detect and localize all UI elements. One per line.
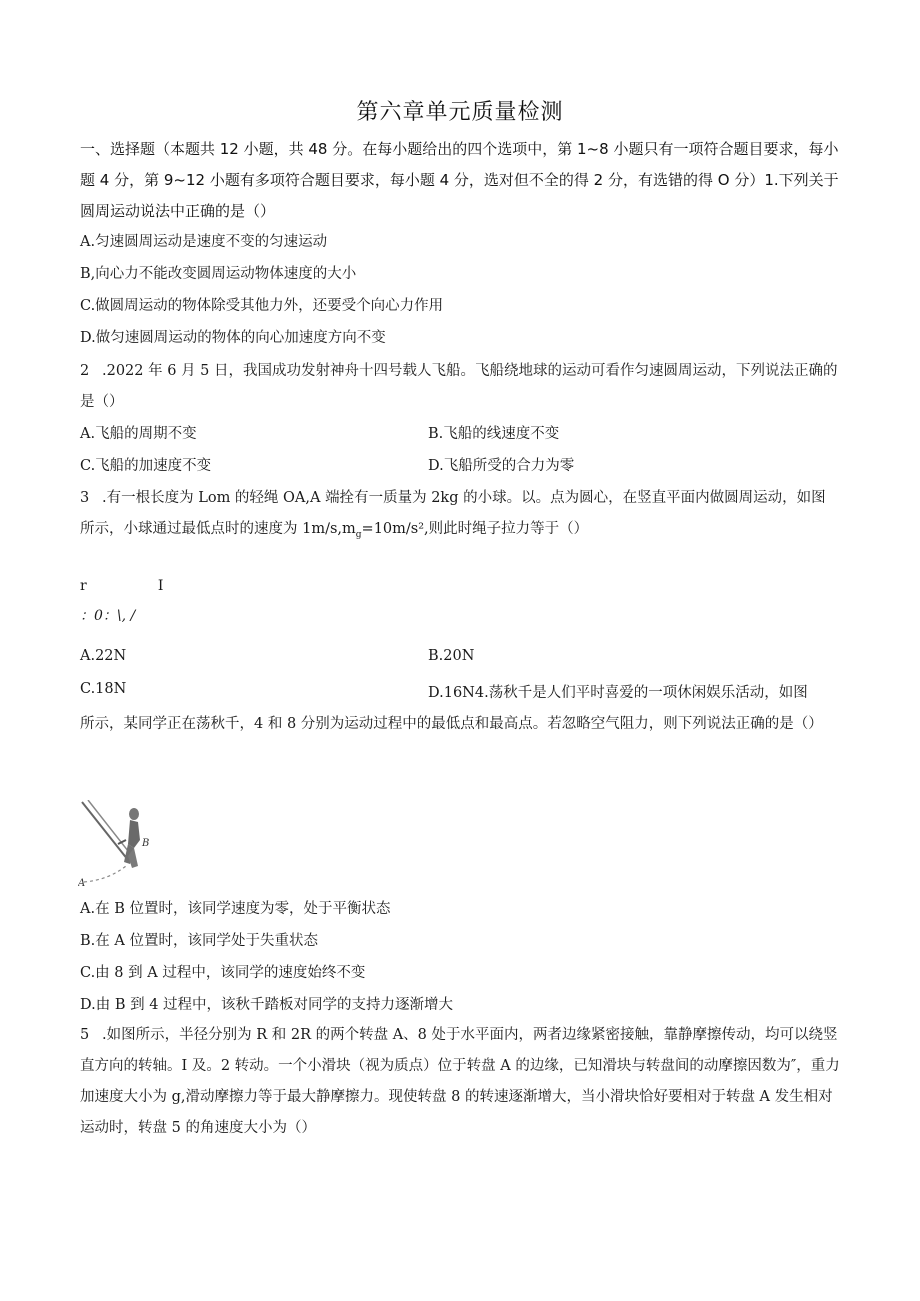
q2-option-a: A.飞船的周期不变 [80, 426, 197, 442]
q3-option-d-q4-start: D.16N4.荡秋千是人们平时喜爱的一项休闲娱乐活动，如图 [428, 685, 808, 701]
subscript: g [355, 529, 362, 540]
q4-option-d: D.由 B 到 4 过程中，该秋千踏板对同学的支持力逐渐增大 [80, 997, 454, 1013]
q2-option-d: D.飞船所受的合力为零 [428, 458, 575, 474]
q4-option-c: C.由 8 到 A 过程中，该同学的速度始终不变 [80, 965, 366, 981]
question-number: 3 [80, 490, 90, 506]
q2-option-c: C.飞船的加速度不变 [80, 458, 212, 474]
question-2 [80, 356, 840, 418]
q3-option-b: B.20N [428, 648, 475, 664]
figure-residue-1: r I [80, 578, 164, 594]
question-number: 2 [80, 363, 90, 379]
q1-option-a: A.匀速圆周运动是速度不变的匀速运动 [80, 234, 328, 250]
question-text: .2022 年 6 月 5 日，我国成功发射神舟十四号载人飞船。飞船绕地球的运动可看作匀速圆周运动，下列说法正确的是（） [80, 363, 838, 410]
question-text: .如图所示，半径分别为 R 和 2R 的两个转盘 A、8 处于水平面内，两者边缘紧密接触，靠静摩擦传动，均可以绕竖直方向的转轴。I 及。2 转动。一个小滑块（视为质点）位于转盘 A 的边缘，已知滑块与转盘间的动摩擦因数为″，重力加速度大小为 g,滑动摩擦力等于最大静摩擦力。现使转盘 8 的转速逐渐增大，当小滑块恰好要相对于转盘 A 发生相对运动时，转盘 5 的角速度大小为（） [80, 1027, 840, 1136]
page-title: 第六章单元质量检测 [356, 100, 564, 125]
point-b-label: B [142, 838, 150, 849]
swing-illustration [78, 800, 158, 890]
q3-option-c: C.18N [80, 681, 127, 697]
question-5 [80, 1020, 840, 1144]
q4-option-a: A.在 B 位置时，该同学速度为零，处于平衡状态 [80, 901, 391, 917]
swing-figure [78, 800, 158, 890]
figure-residue-2: ：0：\, / [80, 608, 136, 624]
question-text: .有一根长度为 Lom 的轻绳 OA,A 端拴有一质量为 2kg 的小球。以。点为圆心，在竖直平面内做圆周运动，如图所示，小球通过最低点时的速度为 1m∕s,m [80, 490, 826, 537]
q1-option-d: D.做匀速圆周运动的物体的向心加速度方向不变 [80, 330, 386, 346]
question-text-cont: =10m∕s²,则此时绳子拉力等于（） [361, 521, 589, 537]
question-number: 5 [80, 1027, 90, 1043]
point-a-label: A [78, 878, 86, 889]
q1-option-c: C.做圆周运动的物体除受其他力外，还要受个向心力作用 [80, 298, 444, 314]
q2-option-b: B.飞船的线速度不变 [428, 426, 560, 442]
question-3 [80, 483, 840, 551]
q1-option-b: B,向心力不能改变圆周运动物体速度的大小 [80, 266, 357, 282]
question-4-text: 所示，某同学正在荡秋千，4 和 8 分别为运动过程中的最低点和最高点。若忽略空气阻力，则下列说法正确的是（） [80, 716, 823, 732]
section-heading: 一、选择题（本题共 12 小题，共 48 分。在每小题给出的四个选项中，第 1~8 小题只有一项符合题目要求，每小题 4 分，第 9~12 小题有多项符合题目要求，每小题 4 分，选对但不全的得 2 分，有选错的得 O 分）1.下列关于圆周运动说法中正确的是（） [80, 140, 839, 220]
q3-option-a: A.22N [80, 648, 127, 664]
q4-option-b: B.在 A 位置时，该同学处于失重状态 [80, 933, 318, 949]
